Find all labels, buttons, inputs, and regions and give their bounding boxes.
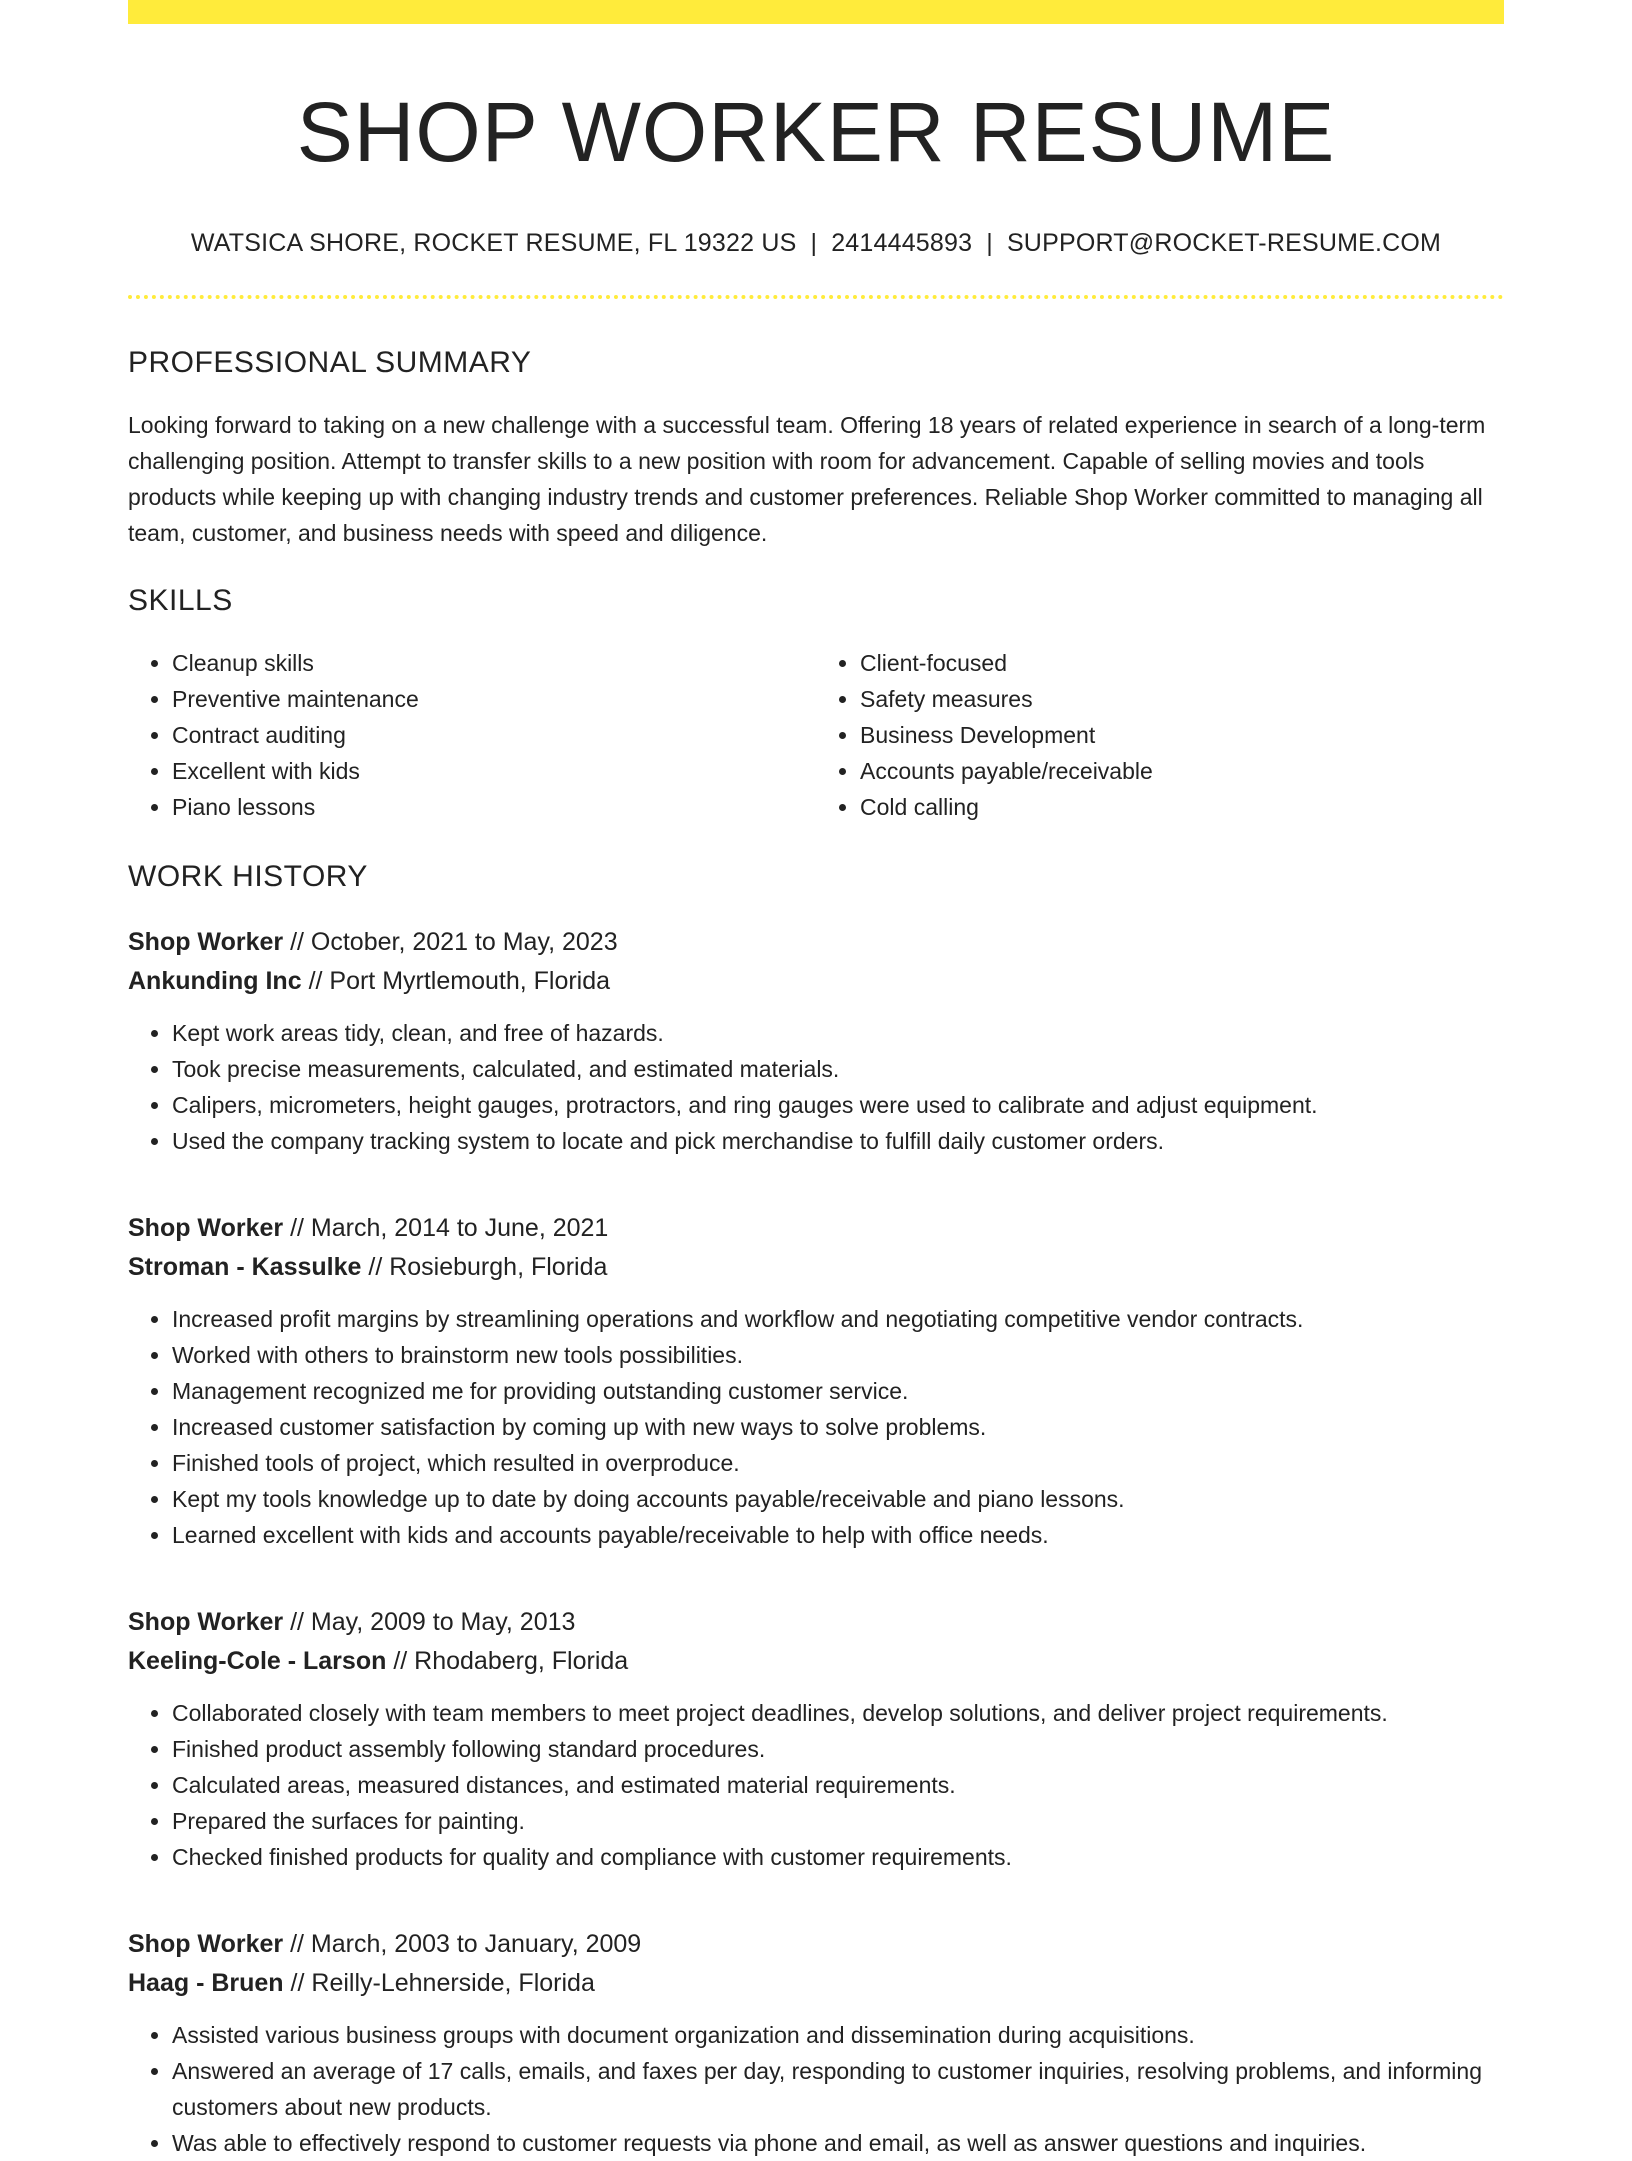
job-bullet: • Learned excellent with kids and accounts payable/receivable to help with office needs. <box>172 1517 1504 1553</box>
contact-email: SUPPORT@ROCKET-RESUME.COM <box>1006 228 1442 257</box>
summary-heading: PROFESSIONAL SUMMARY <box>128 346 532 380</box>
job-location: // Rosieburgh, Florida <box>368 1253 608 1282</box>
job-company: Haag - Bruen <box>128 1969 284 1998</box>
job-location: // Port Myrtlemouth, Florida <box>308 967 611 996</box>
skill-item: • Piano lessons <box>172 789 816 825</box>
job-bullets <box>128 2017 1504 2161</box>
job-bullet: • Checked finished products for quality and compliance with customer requirements. <box>172 1839 1504 1875</box>
job-bullet: • Assisted various business groups with document organization and dissemination during acquisitions. <box>172 2017 1504 2053</box>
job-location: // Rhodaberg, Florida <box>393 1647 629 1676</box>
job-bullet: • Finished tools of project, which resulted in overproduce. <box>172 1445 1504 1481</box>
work-history-heading: WORK HISTORY <box>128 860 368 894</box>
job-bullet: • Collaborated closely with team members to meet project deadlines, develop solutions, and deliver project requirements. <box>172 1695 1504 1731</box>
job-bullet: • Kept my tools knowledge up to date by doing accounts payable/receivable and piano lessons. <box>172 1481 1504 1517</box>
job-bullet: • Answered an average of 17 calls, emails, and faxes per day, responding to customer inquiries, resolving problems, and informing customers about new products. <box>172 2053 1504 2125</box>
skills-heading: SKILLS <box>128 584 233 618</box>
job-company: Stroman - Kassulke <box>128 1253 362 1282</box>
dotted-divider <box>128 295 1504 299</box>
job-location: // Reilly-Lehnerside, Florida <box>290 1969 595 1998</box>
job-role-line <box>128 1925 1504 1964</box>
job-bullet: • Calculated areas, measured distances, and estimated material requirements. <box>172 1767 1504 1803</box>
skill-item: • Client-focused <box>860 645 1504 681</box>
job-company-line <box>128 1964 1504 2003</box>
skill-item: • Preventive maintenance <box>172 681 816 717</box>
job-bullet: • Management recognized me for providing outstanding customer service. <box>172 1373 1504 1409</box>
job-bullets <box>128 1695 1504 1875</box>
job-bullets <box>128 1301 1504 1553</box>
skills-left-list <box>128 645 816 825</box>
job-bullet: • Finished product assembly following standard procedures. <box>172 1731 1504 1767</box>
job-bullet: • Was able to effectively respond to customer requests via phone and email, as well as answer questions and inquiries. <box>172 2125 1504 2161</box>
job-bullet: • Calipers, micrometers, height gauges, protractors, and ring gauges were used to calibrate and adjust equipment. <box>172 1087 1504 1123</box>
job-dates: // March, 2014 to June, 2021 <box>290 1214 609 1243</box>
skill-item: • Business Development <box>860 717 1504 753</box>
job-dates: // May, 2009 to May, 2013 <box>290 1608 576 1637</box>
job-bullet: • Worked with others to brainstorm new tools possibilities. <box>172 1337 1504 1373</box>
resume-page <box>128 0 1504 2161</box>
job-role: Shop Worker <box>128 928 284 957</box>
contact-line <box>128 227 1504 260</box>
job-bullet: • Took precise measurements, calculated, and estimated materials. <box>172 1051 1504 1087</box>
job-role: Shop Worker <box>128 1608 284 1637</box>
job-dates: // March, 2003 to January, 2009 <box>290 1930 642 1959</box>
job-role: Shop Worker <box>128 1930 284 1959</box>
job-company-line <box>128 1642 1504 1681</box>
job-bullets <box>128 1015 1504 1159</box>
job-bullet: • Increased customer satisfaction by coming up with new ways to solve problems. <box>172 1409 1504 1445</box>
job-company: Ankunding Inc <box>128 967 302 996</box>
skill-item: • Contract auditing <box>172 717 816 753</box>
job-bullet: • Prepared the surfaces for painting. <box>172 1803 1504 1839</box>
job-bullet: • Kept work areas tidy, clean, and free of hazards. <box>172 1015 1504 1051</box>
job-role: Shop Worker <box>128 1214 284 1243</box>
job-entry <box>128 1925 1504 2161</box>
job-company-line <box>128 1248 1504 1287</box>
job-role-line <box>128 1209 1504 1248</box>
job-bullet: • Increased profit margins by streamlining operations and workflow and negotiating competitive vendor contracts. <box>172 1301 1504 1337</box>
skills-right-list <box>816 645 1504 825</box>
contact-address: WATSICA SHORE, ROCKET RESUME, FL 19322 US <box>190 228 797 257</box>
job-dates: // October, 2021 to May, 2023 <box>290 928 618 957</box>
summary-text: Looking forward to taking on a new challenge with a successful team. Offering 18 years of related experience in search of a long-term challenging position. Attempt to transfer skills to a new position with room for advancement. Capable of selling movies and tools products while keeping up with changing industry trends and customer preferences. Reliable Shop Worker committed to managing all team, customer, and business needs with speed and diligence. <box>128 412 1486 547</box>
contact-phone: 2414445893 <box>831 228 973 257</box>
job-role-line <box>128 923 1504 962</box>
job-bullet: • Used the company tracking system to locate and pick merchandise to fulfill daily customer orders. <box>172 1123 1504 1159</box>
job-company: Keeling-Cole - Larson <box>128 1647 387 1676</box>
skill-item: • Excellent with kids <box>172 753 816 789</box>
skill-item: • Cleanup skills <box>172 645 816 681</box>
contact-separator: | <box>810 228 818 257</box>
skills-columns <box>128 645 1504 825</box>
skill-item: • Cold calling <box>860 789 1504 825</box>
job-entry <box>128 923 1504 1159</box>
job-company-line <box>128 962 1504 1001</box>
contact-separator: | <box>986 228 993 257</box>
job-entry <box>128 1209 1504 1553</box>
job-entry <box>128 1603 1504 1875</box>
skill-item: • Safety measures <box>860 681 1504 717</box>
job-role-line <box>128 1603 1504 1642</box>
accent-top-bar <box>128 0 1504 24</box>
skill-item: • Accounts payable/receivable <box>860 753 1504 789</box>
resume-title: SHOP WORKER RESUME <box>296 85 1336 179</box>
